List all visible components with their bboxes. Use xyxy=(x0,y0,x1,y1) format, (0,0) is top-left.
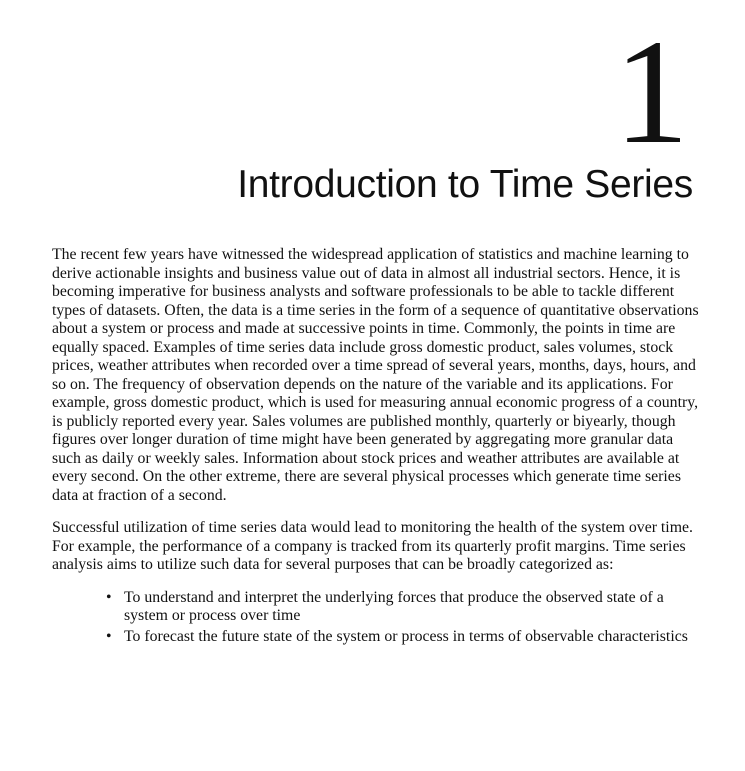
bullet-list xyxy=(52,589,702,647)
bullet-item: • To forecast the future state of the system or process in terms of observable characteristics xyxy=(104,628,702,647)
paragraph: Successful utilization of time series data would lead to monitoring the health of the system over time. For example, the performance of a company is tracked from its quarterly profit margins. Time series analysis aims to utilize such data for several purposes that can be broadly categorized as: xyxy=(52,519,693,573)
chapter-body xyxy=(52,246,702,648)
paragraph: The recent few years have witnessed the widespread application of statistics and machine learning to derive actionable insights and business value out of data in almost all industrial sectors. Hence, it is becoming imperative for business analysts and software professionals to be able to tackle different types of datasets. Often, the data is a time series in the form of a sequence of quantitative observations about a system or process and made at successive points in time. Commonly, the points in time are equally spaced. Examples of time series data include gross domestic product, sales volumes, stock prices, weather attributes when recorded over a time spread of several years, months, days, hours, and so on. The frequency of observation depends on the nature of the variable and its applications. For example, gross domestic product, which is used for measuring annual economic progress of a country, is publicly reported every year. Sales volumes are published monthly, quarterly or biyearly, though figures over longer duration of time might have been generated by aggregating more granular data such as daily or weekly sales. Information about stock prices and weather attributes are available at every second. On the other extreme, there are several physical processes which generate time series data at fraction of a second. xyxy=(52,246,699,504)
chapter-title: Introduction to Time Series xyxy=(237,163,693,206)
bullet-item: • To understand and interpret the underlying forces that produce the observed state of a system or process over time xyxy=(104,589,702,626)
chapter-number: 1 xyxy=(614,9,689,175)
